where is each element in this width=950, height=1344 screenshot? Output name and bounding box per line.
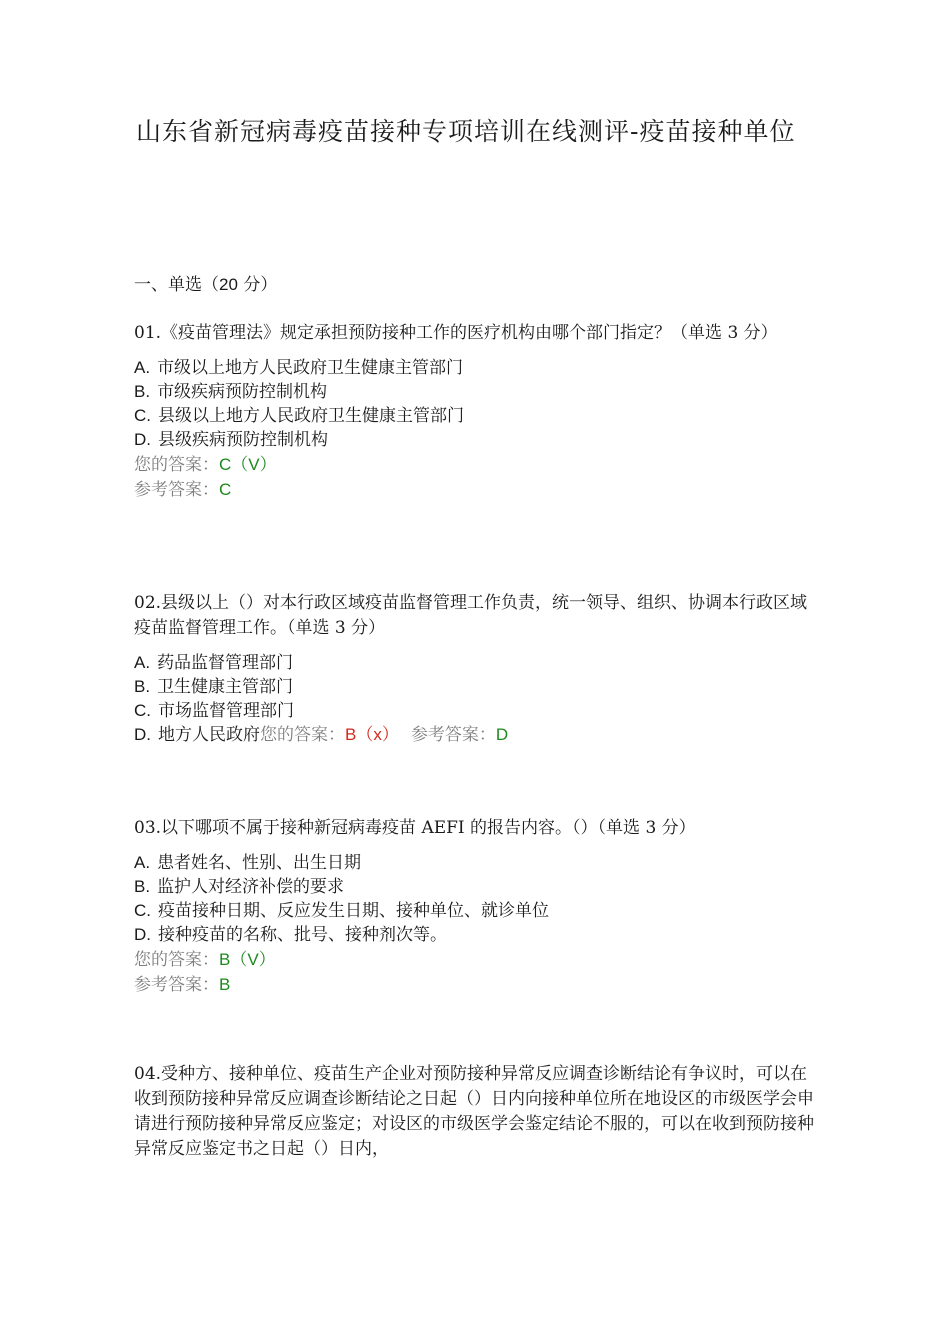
option-text: 市级疾病预防控制机构 <box>157 382 328 402</box>
section-points: 20 <box>219 275 238 294</box>
option-a <box>134 851 824 875</box>
option-letter: C. <box>134 406 151 425</box>
reference-answer-value: D <box>495 725 509 744</box>
question-4 <box>134 1062 824 1162</box>
option-text: 药品监督管理部门 <box>157 653 294 673</box>
option-text: 患者姓名、性别、出生日期 <box>157 853 362 873</box>
question-stem: 04.受种方、接种单位、疫苗生产企业对预防接种异常反应调查诊断结论有争议时，可以在收到预防接种异常反应调查诊断结论之日起（）日内向接种单位所在地设区的市级医学会申请进行预防接种异常反应鉴定；对设区的市级医学会鉴定结论不服的，可以在收到预防接种异常反应鉴定书之日起（）日内， <box>134 1064 814 1159</box>
option-letter: B. <box>134 677 151 696</box>
option-text: 监护人对经济补偿的要求 <box>157 877 345 897</box>
option-b <box>134 675 824 699</box>
your-answer-label: 您的答案： <box>134 950 219 970</box>
option-d <box>134 428 824 452</box>
reference-answer-value: B <box>219 975 231 994</box>
reference-answer-line <box>134 972 824 997</box>
option-a <box>134 356 824 380</box>
reference-answer-label: 参考答案： <box>410 725 496 745</box>
option-text: 疫苗接种日期、反应发生日期、接种单位、就诊单位 <box>158 901 549 921</box>
your-answer-value: B（V） <box>219 950 276 969</box>
question-stem: 03.以下哪项不属于接种新冠病毒疫苗 AEFI 的报告内容。（）（单选 3 分） <box>134 818 696 838</box>
reference-answer-label: 参考答案： <box>134 480 219 500</box>
option-b <box>134 875 824 899</box>
question-1 <box>134 321 824 502</box>
your-answer-label: 您的答案： <box>260 725 345 745</box>
section-suffix: 分） <box>237 275 278 295</box>
option-letter: A. <box>134 653 151 672</box>
option-text: 接种疫苗的名称、批号、接种剂次等。 <box>158 925 447 945</box>
option-letter: B. <box>134 382 151 401</box>
option-text: 卫生健康主管部门 <box>157 677 294 697</box>
option-text: 地方人民政府 <box>158 725 260 745</box>
option-c <box>134 699 824 723</box>
option-text: 县级以上地方人民政府卫生健康主管部门 <box>158 406 464 426</box>
your-answer-line <box>134 947 824 972</box>
option-letter: A. <box>134 358 151 377</box>
option-c <box>134 404 824 428</box>
question-3 <box>134 816 824 997</box>
option-c <box>134 899 824 923</box>
your-answer-label: 您的答案： <box>134 455 219 475</box>
option-text: 市场监督管理部门 <box>158 701 294 721</box>
option-letter: B. <box>134 877 151 896</box>
option-text: 县级疾病预防控制机构 <box>158 430 328 450</box>
option-b <box>134 380 824 404</box>
option-letter: A. <box>134 853 151 872</box>
option-letter: C. <box>134 901 151 920</box>
option-a <box>134 651 824 675</box>
question-2 <box>134 591 824 747</box>
section-heading <box>134 270 277 295</box>
question-stem: 02.县级以上（）对本行政区域疫苗监督管理工作负责，统一领导、组织、协调本行政区域疫苗监督管理工作。（单选 3 分） <box>134 593 808 638</box>
option-letter: C. <box>134 701 151 720</box>
reference-answer-line <box>134 477 824 502</box>
option-letter: D. <box>134 925 151 944</box>
option-d <box>134 923 824 947</box>
option-d <box>134 723 824 747</box>
page-title: 山东省新冠病毒疫苗接种专项培训在线测评-疫苗接种单位 <box>136 117 796 146</box>
option-text: 市级以上地方人民政府卫生健康主管部门 <box>157 358 464 378</box>
your-answer-value: C（V） <box>219 455 277 474</box>
question-stem: 01.《疫苗管理法》规定承担预防接种工作的医疗机构由哪个部门指定？（单选 3 分） <box>134 323 778 343</box>
option-letter: D. <box>134 430 151 449</box>
section-prefix: 一、单选（ <box>134 275 219 295</box>
option-letter: D. <box>134 725 151 744</box>
reference-answer-label: 参考答案： <box>134 975 219 995</box>
reference-answer-value: C <box>219 480 232 499</box>
your-answer-line <box>134 452 824 477</box>
your-answer-value: B（x） <box>345 725 399 744</box>
